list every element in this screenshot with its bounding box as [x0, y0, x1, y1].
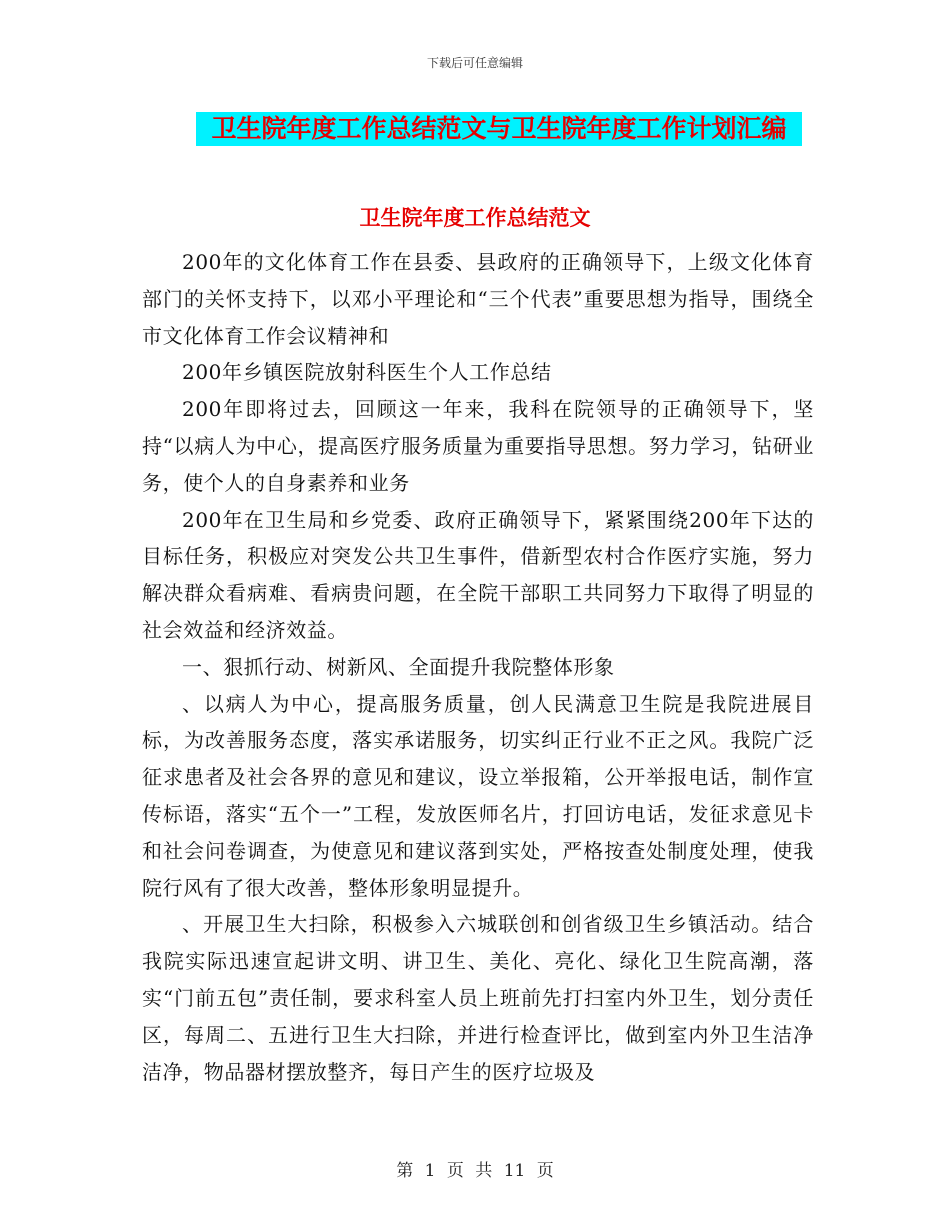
paragraph: 200年的文化体育工作在县委、县政府的正确领导下，上级文化体育部门的关怀支持下，以邓小平理论和“三个代表”重要思想为指导，围绕全市文化体育工作会议精神和: [142, 250, 814, 348]
paragraph: 200年乡镇医院放射科医生个人工作总结: [182, 360, 552, 385]
page-number: 第 1 页 共 11 页: [396, 1161, 554, 1181]
document-title: 卫生院年度工作总结范文与卫生院年度工作计划汇编: [196, 112, 802, 146]
section-heading: 一、狠抓行动、树新风、全面提升我院整体形象: [182, 654, 615, 679]
paragraph: 、以病人为中心，提高服务质量，创人民满意卫生院是我院进展目标，为改善服务态度，落实承诺服务，切实纠正行业不正之风。我院广泛征求患者及社会各界的意见和建议，设立举报箱，公开举报电话，制作宣传标语，落实“五个一”工程，发放医师名片，打回访电话，发征求意见卡和社会问卷调查，为使意见和建议落到实处，严格按查处制度处理，使我院行风有了很大改善，整体形象明显提升。: [142, 691, 814, 900]
paragraph: 200年在卫生局和乡党委、政府正确领导下，紧紧围绕200年下达的目标任务，积极应对突发公共卫生事件，借新型农村合作医疗实施，努力解决群众看病难、看病贵问题，在全院干部职工共同努力下取得了明显的社会效益和经济效益。: [142, 507, 814, 642]
paragraph: 、开展卫生大扫除，积极参入六城联创和创省级卫生乡镇活动。结合我院实际迅速宣起讲文明、讲卫生、美化、亮化、绿化卫生院高潮，落实“门前五包”责任制，要求科室人员上班前先打扫室内外卫生，划分责任区，每周二、五进行卫生大扫除，并进行检查评比，做到室内外卫生洁净洁净，物品器材摆放整齐，每日产生的医疗垃圾及: [142, 912, 814, 1084]
header-note: 下载后可任意编辑: [426, 56, 523, 70]
section-title: 卫生院年度工作总结范文: [359, 205, 591, 230]
paragraph: 200年即将过去，回顾这一年来，我科在院领导的正确领导下，坚持“以病人为中心，提高医疗服务质量为重要指导思想。努力学习，钻研业务，使个人的自身素养和业务: [142, 397, 814, 495]
document-body: [142, 244, 814, 1090]
